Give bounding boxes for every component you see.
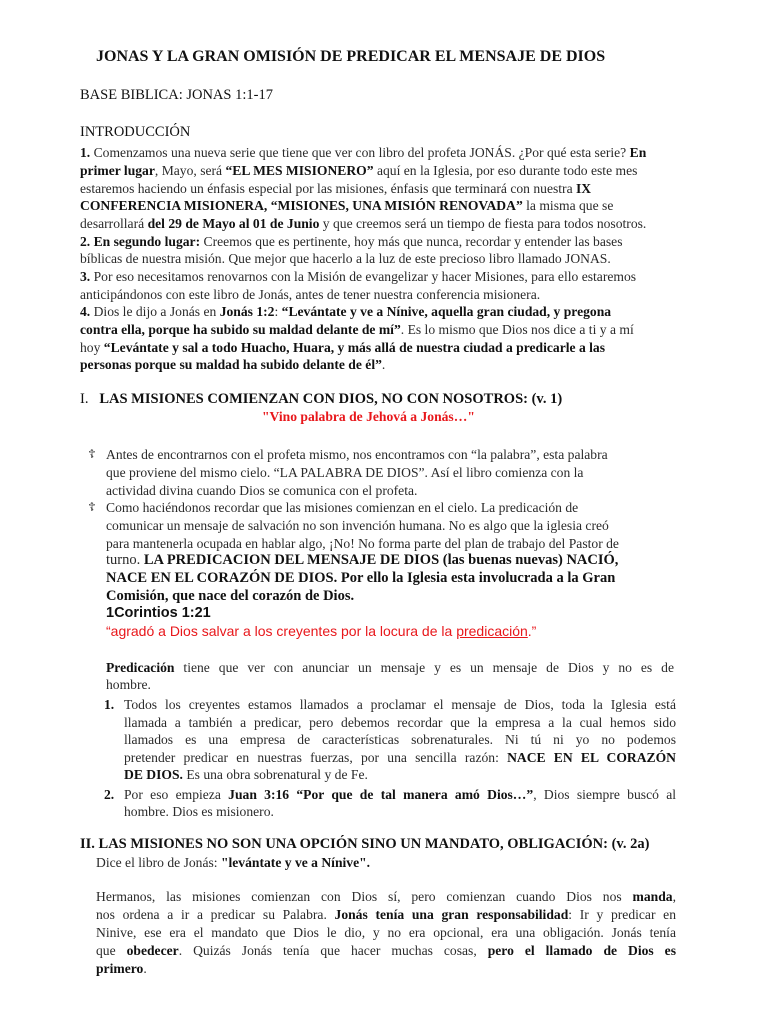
intro-p1-line2: primer lugar, Mayo, será “EL MES MISIONERO” aquí en la Iglesia, por eso durante todo este mes [80,163,638,178]
intro-p4-line4: personas porque su maldad ha subido delante de él”. [80,357,386,372]
section-2-subtitle: Dice el libro de Jonás: "levántate y ve a Nínive". [96,855,371,870]
intro-p1-line4: CONFERENCIA MISIONERA, “MISIONES, UNA MISIÓN RENOVADA” la misma que se [80,198,614,213]
cross-bullet-icon: ☦ [88,500,96,514]
section-1-heading: I. LAS MISIONES COMIENZAN CON DIOS, NO CON NOSOTROS: (v. 1) [80,391,563,407]
s2-para-line3: Ninive, ese era el mandato que Dios le dio, y no era opcional, era una obligación. Jonás tenía [96,925,676,940]
intro-p4-line1: 4. Dios le dijo a Jonás en Jonás 1:2: “Levántate y ve a Nínive, aquella gran ciudad, y pregona [80,304,612,319]
scripture-reference: 1Corintios 1:21 [106,605,211,621]
s1-bullet1-line2: que proviene del mismo cielo. “LA PALABRA DE DIOS”. Así el libro comienza con la [106,465,584,480]
intro-heading: INTRODUCCIÓN [80,124,191,140]
intro-p1-line1: 1. Comenzamos una nueva serie que tiene que ver con libro del profeta JONÁS. ¿Por qué esta serie? En [80,145,647,160]
s1-bullet2-line1: Como haciéndonos recordar que las misiones comienzan en el cielo. La predicación de [106,500,579,515]
s1-bullet1-line1: Antes de encontrarnos con el profeta mismo, nos encontramos con “la palabra”, esta palabra [106,447,608,462]
n1-line3: llamados es una empresa de características sobrenaturales. Ni tú ni yo no podemos [124,732,676,747]
s1-bullet2-line6: Comisión, que nace del corazón de Dios. [106,588,355,604]
intro-p3-line2: anticipándonos con este libro de Jonás, antes de tener nuestra conferencia misionera. [80,287,541,302]
s2-para-line2: nos ordena a ir a predicar su Palabra. Jonás tenía una gran responsabilidad: Ir y predicar en [96,907,677,922]
intro-p2-line1: 2. En segundo lugar: Creemos que es pertinente, hoy más que nunca, recordar y entender las bases [80,234,623,249]
section-1-quote: "Vino palabra de Jehová a Jonás…" [262,409,475,424]
s1-bullet2-line4: turno. LA PREDICACION DEL MENSAJE DE DIOS (las buenas nuevas) NACIÓ, [106,552,619,568]
n2-line1: Por eso empieza Juan 3:16 “Por que de tal manera amó Dios…”, Dios siempre buscó al [124,787,677,802]
predicacion-line1: Predicación tiene que ver con anunciar un mensaje y es un mensaje de Dios y no es de [106,660,674,675]
predicacion-line2: hombre. [106,677,151,692]
s1-bullet2-line5: NACE EN EL CORAZÓN DE DIOS. Por ello la Iglesia esta involucrada a la Gran [106,570,616,586]
s2-para-line1: Hermanos, las misiones comienzan con Dios sí, pero comienzan cuando Dios nos manda, [96,889,676,904]
intro-p1-line3: estaremos haciendo un énfasis especial por las misiones, énfasis que terminará con nuestra IX [80,181,592,196]
section-2-heading: II. LAS MISIONES NO SON UNA OPCIÓN SINO UN MANDATO, OBLIGACIÓN: (v. 2a) [80,836,650,852]
intro-p2-line2: bíblicas de nuestra misión. Que mejor que hacerlo a la luz de este precioso libro llamado JONAS. [80,251,611,266]
n1-line5: DE DIOS. Es una obra sobrenatural y de Fe. [124,767,368,782]
s2-para-line4: que obedecer. Quizás Jonás tenía que hacer muchas cosas, pero el llamado de Dios es [96,943,676,958]
intro-p4-line3: hoy “Levántate y sal a todo Huacho, Huara, y más allá de nuestra ciudad a predicarle a las [80,340,606,355]
n1-line2: llamada a también a predicar, pero debemos recordar que la empresa a la cual hemos sido [124,715,676,730]
s1-bullet2-line2: comunicar un mensaje de salvación no son invención humana. No es algo que la iglesia creó [106,518,609,533]
intro-p3-line1: 3. Por eso necesitamos renovarnos con la Misión de evangelizar y hacer Misiones, para ello estaremos [80,269,637,284]
n1-line4: pretender predicar en nuestras fuerzas, por una sencilla razón: NACE EN EL CORAZÓN [124,750,676,765]
document-title: JONAS Y LA GRAN OMISIÓN DE PREDICAR EL MENSAJE DE DIOS [96,48,606,65]
cross-bullet-icon: ☦ [88,447,96,461]
n1-line1: Todos los creyentes estamos llamados a proclamar el mensaje de Dios, toda la Iglesia está [124,697,676,712]
intro-p4-line2: contra ella, porque ha subido su maldad delante de mí”. Es lo mismo que Dios nos dice a ti y a mí [80,322,634,337]
s2-para-line5: primero. [96,961,147,976]
list-number-2: 2. [104,787,115,802]
n2-line2: hombre. Dios es misionero. [124,804,274,819]
s1-bullet2-line3: para mantenerla ocupada en hablar algo, ¡No! No forma parte del plan de trabajo del Pastor de [106,536,619,551]
list-number-1: 1. [104,697,115,712]
intro-p1-line5: desarrollará del 29 de Mayo al 01 de Junio y que creemos será un tiempo de fiesta para todos nosotros. [80,216,647,231]
base-biblica: BASE BIBLICA: JONAS 1:1-17 [80,87,273,103]
scripture-verse: “agradó a Dios salvar a los creyentes por la locura de la predicación.” [106,623,537,639]
s1-bullet1-line3: actividad divina cuando Dios se comunica con el profeta. [106,483,418,498]
